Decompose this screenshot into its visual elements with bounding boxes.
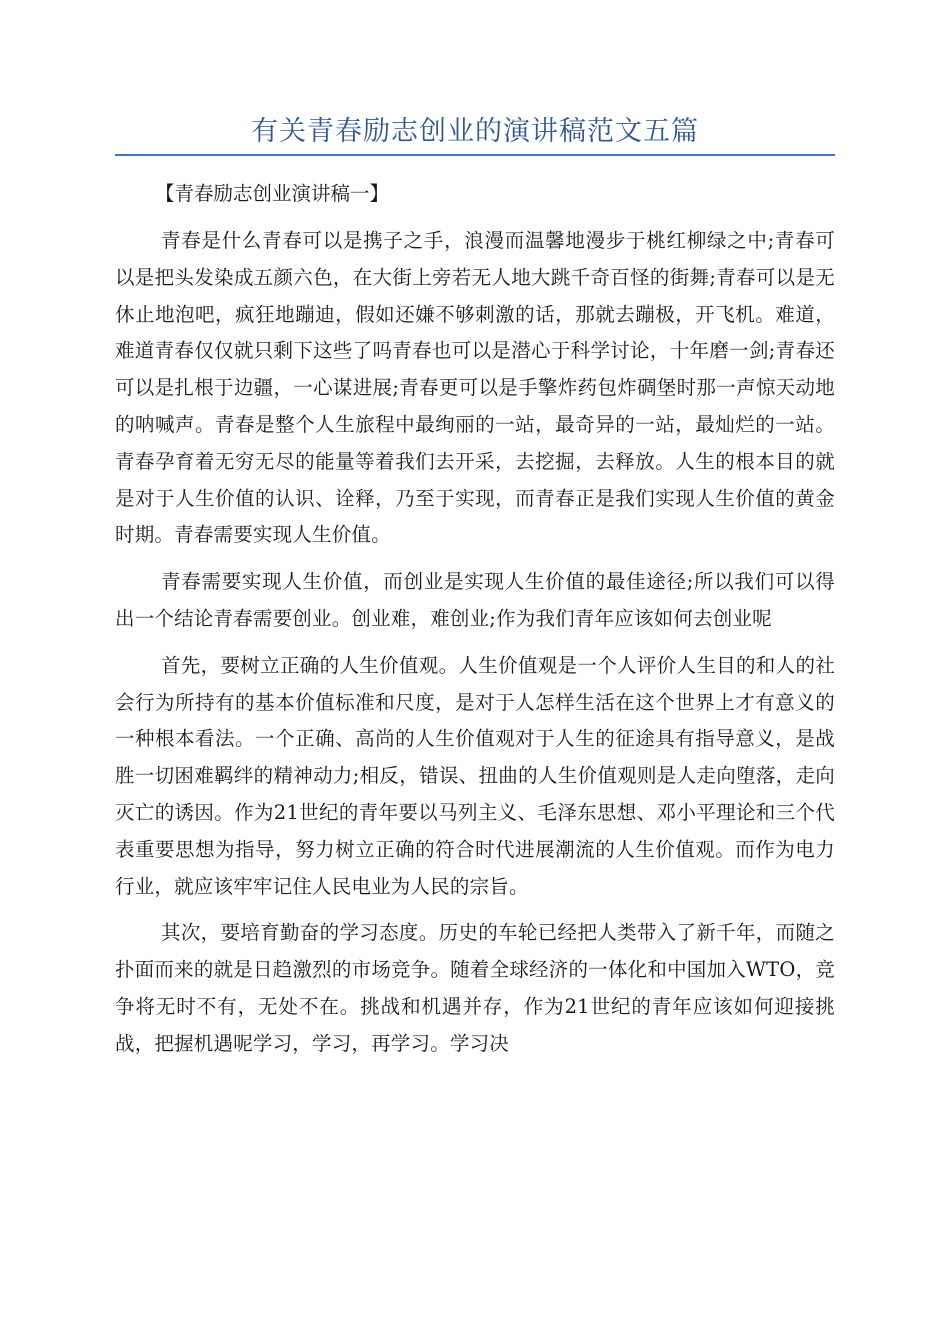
document-title: 有关青春励志创业的演讲稿范文五篇: [251, 116, 699, 147]
document-body: [115, 172, 835, 1073]
section-heading: 【青春励志创业演讲稿一】: [155, 182, 390, 205]
title-underline-divider: [115, 154, 835, 156]
paragraph-1: 青春是什么青春可以是携子之手，浪漫而温馨地漫步于桃红柳绿之中;青春可以是把头发染成五颜六色，在大街上旁若无人地大跳千奇百怪的街舞;青春可以是无休止地泡吧，疯狂地蹦迪，假如还嫌不够刺激的话，那就去蹦极，开飞机。难道，难道青春仅仅就只剩下这些了吗青春也可以是潜心于科学讨论，十年磨一剑;青春还可以是扎根于边疆，一心谋进展;青春更可以是手擎炸药包炸碉堡时那一声惊天动地的呐喊声。青春是整个人生旅程中最绚丽的一站，最奇异的一站，最灿烂的一站。青春孕育着无穷无尽的能量等着我们去开采，去挖掘，去释放。人生的根本目的就是对于人生价值的认识、诠释，乃至于实现，而青春正是我们实现人生价值的黄金时期。青春需要实现人生价值。: [115, 229, 835, 547]
paragraph-3: 首先，要树立正确的人生价值观。人生价值观是一个人评价人生目的和人的社会行为所持有的基本价值标准和尺度，是对于人怎样生活在这个世界上才有意义的一种根本看法。一个正确、高尚的人生价值观对于人生的征途具有指导意义，是战胜一切困难羁绊的精神动力;相反，错误、扭曲的人生价值观则是人走向堕落，走向灭亡的诱因。作为21世纪的青年要以马列主义、毛泽东思想、邓小平理论和三个代表重要思想为指导，努力树立正确的符合时代进展潮流的人生价值观。而作为电力行业，就应该牢牢记住人民电业为人民的宗旨。: [115, 653, 835, 898]
paragraph-4: 其次，要培育勤奋的学习态度。历史的车轮已经把人类带入了新千年，而随之扑面而来的就是日趋激烈的市场竞争。随着全球经济的一体化和中国加入WTO，竞争将无时不有，无处不在。挑战和机遇并存，作为21世纪的青年应该如何迎接挑战，把握机遇呢学习，学习，再学习。学习决: [115, 921, 835, 1055]
paragraph-2: 青春需要实现人生价值，而创业是实现人生价值的最佳途径;所以我们可以得出一个结论青春需要创业。创业难，难创业;作为我们青年应该如何去创业呢: [115, 570, 835, 630]
